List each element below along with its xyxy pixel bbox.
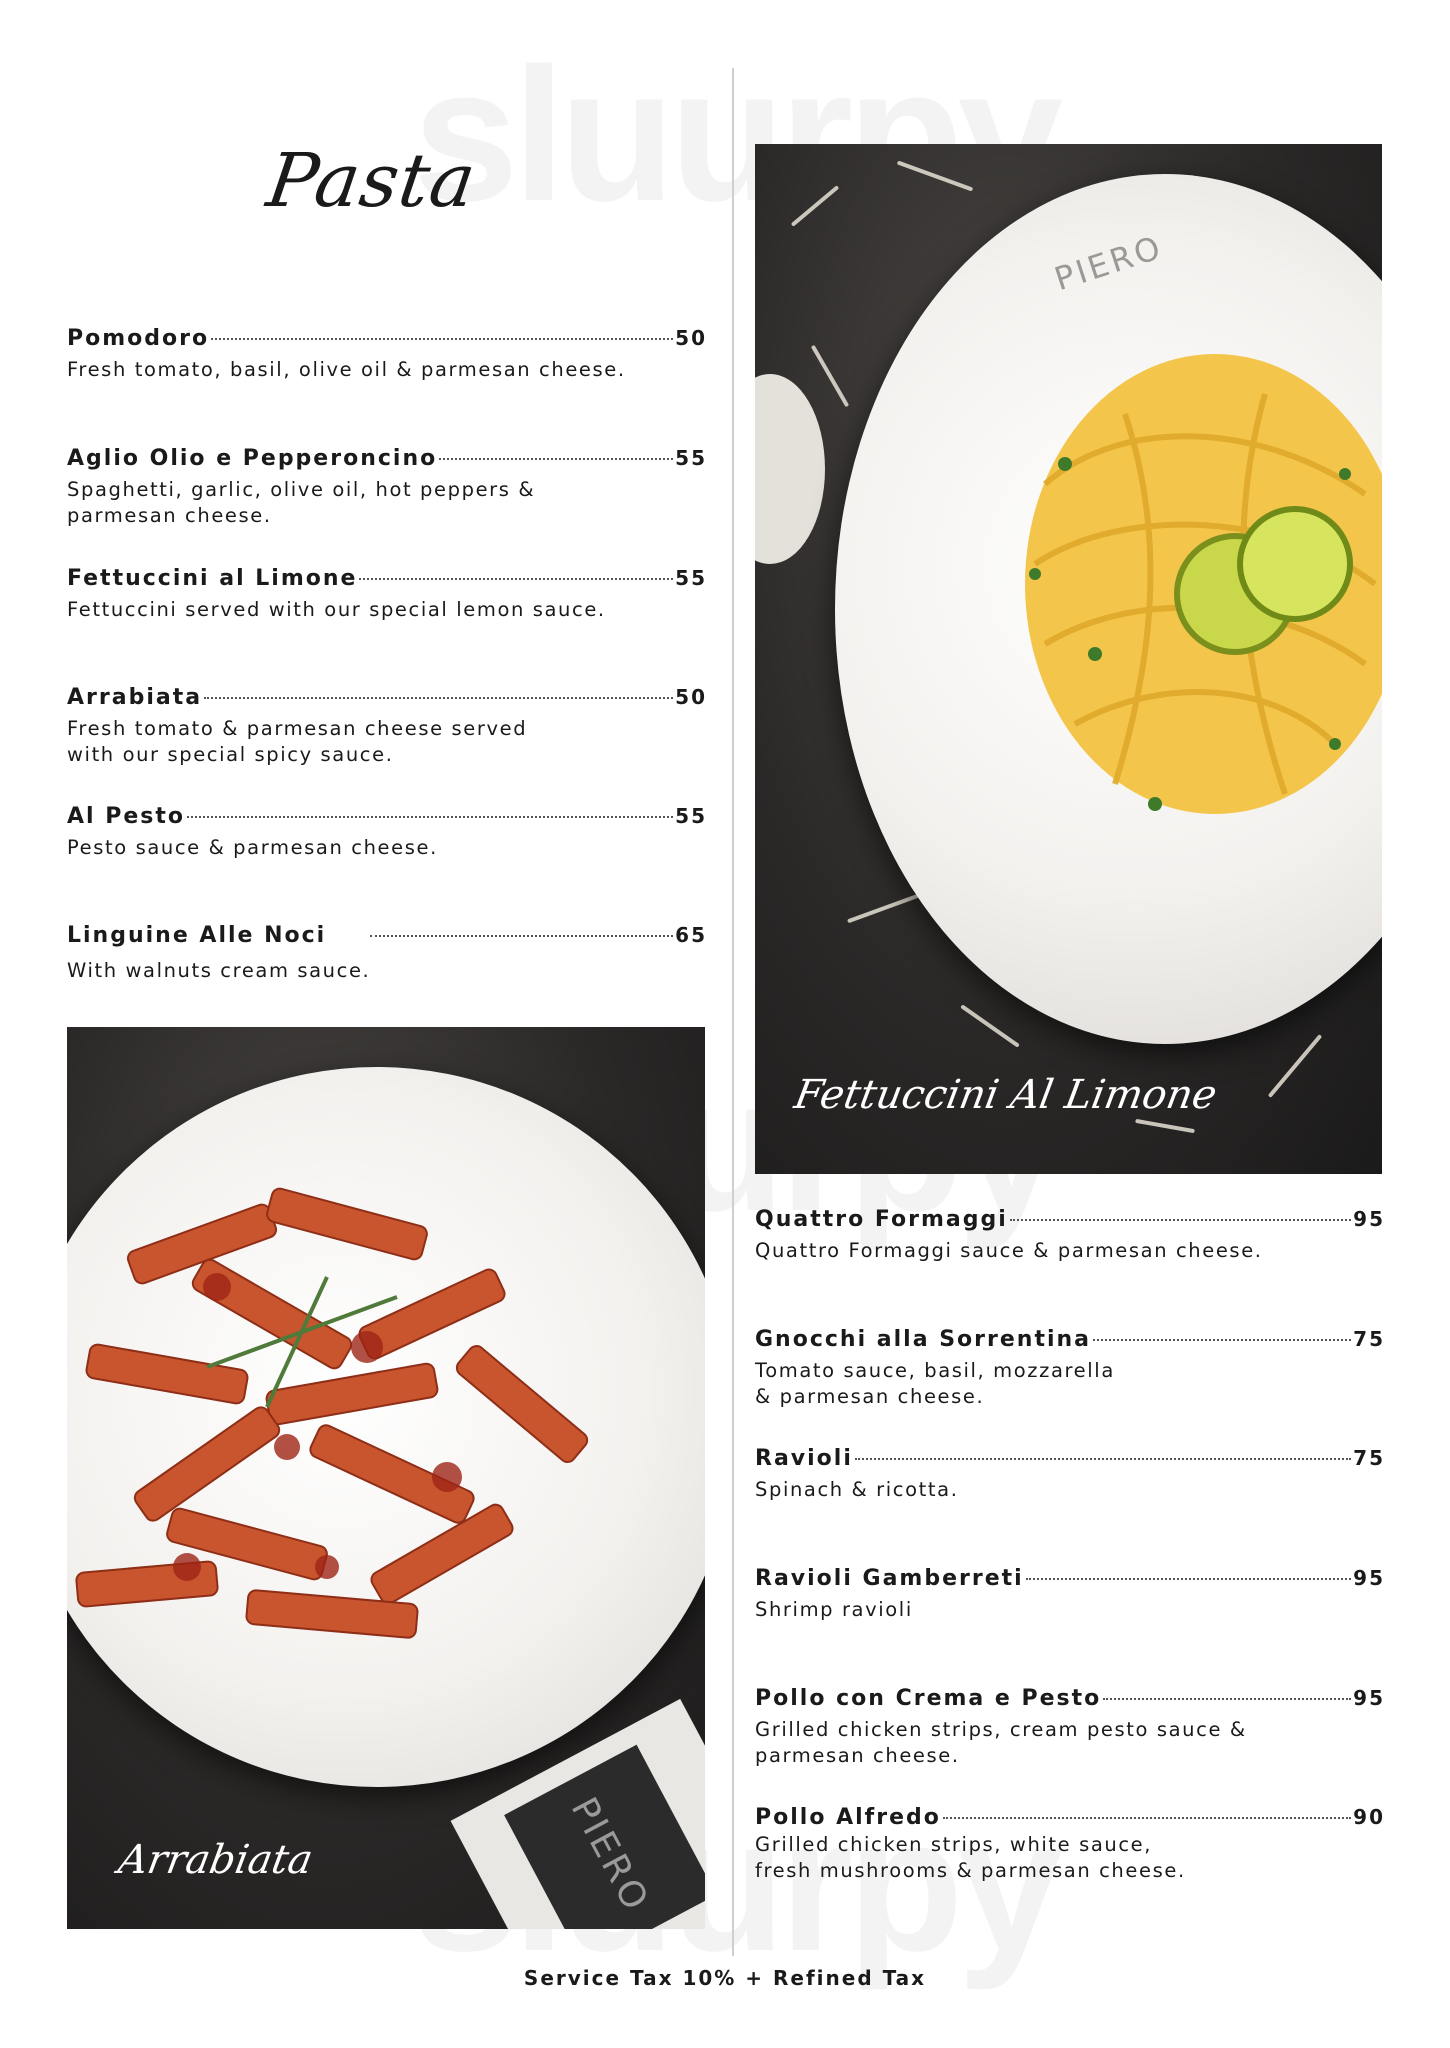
item-price: 50	[675, 326, 707, 350]
plate-brand: PIERO	[1049, 227, 1168, 299]
leader-dots	[1026, 1578, 1351, 1580]
item-name: Ravioli Gamberreti	[755, 1566, 1024, 1591]
item-name: Quattro Formaggi	[755, 1207, 1008, 1232]
item-description: With walnuts cream sauce.	[67, 959, 371, 982]
leader-dots	[855, 1458, 1351, 1460]
menu-item-ravioli	[755, 1446, 1385, 1503]
item-description: Grilled chicken strips, cream pesto sauce & parmesan cheese.	[755, 1718, 1247, 1767]
item-price: 90	[1353, 1805, 1385, 1829]
service-tax-note: Service Tax 10% + Refined Tax	[523, 1966, 927, 1990]
leader-dots	[370, 935, 673, 937]
item-price: 75	[1353, 1327, 1385, 1351]
menu-item-pollo-crema-pesto	[755, 1686, 1385, 1769]
item-price: 95	[1353, 1566, 1385, 1590]
menu-item-aglio-olio	[67, 446, 707, 529]
item-description: Fettuccini served with our special lemon sauce.	[67, 598, 606, 621]
leader-dots	[211, 338, 673, 340]
item-name: Ravioli	[755, 1446, 853, 1471]
menu-item-al-pesto	[67, 804, 707, 861]
item-name: Aglio Olio e Pepperoncino	[67, 446, 438, 471]
item-price: 65	[675, 923, 707, 947]
item-price: 95	[1353, 1686, 1385, 1710]
page-title: Pasta	[261, 138, 482, 224]
fettuccine-pasta-illustration	[1005, 334, 1382, 854]
item-description: Tomato sauce, basil, mozzarella & parmesan cheese.	[755, 1359, 1115, 1408]
menu-item-quattro-formaggi	[755, 1207, 1385, 1264]
side-bowl	[755, 374, 825, 564]
menu-item-pomodoro	[67, 326, 707, 383]
menu-item-fettuccini-limone	[67, 566, 707, 623]
item-name: Al Pesto	[67, 804, 185, 829]
item-price: 95	[1353, 1207, 1385, 1231]
penne-pasta-illustration	[67, 1147, 667, 1707]
item-name: Linguine Alle Noci	[67, 923, 327, 948]
menu-item-linguine	[67, 923, 707, 984]
arrabiata-photo	[67, 1027, 705, 1929]
leader-dots	[187, 816, 673, 818]
item-name: Fettuccini al Limone	[67, 566, 358, 591]
menu-item-gnocchi	[755, 1327, 1385, 1410]
item-price: 55	[675, 566, 707, 590]
item-description: Fresh tomato & parmesan cheese served with our special spicy sauce.	[67, 717, 528, 766]
leader-dots	[359, 578, 673, 580]
item-price: 50	[675, 685, 707, 709]
leader-dots	[439, 458, 673, 460]
leader-dots	[204, 697, 673, 699]
leader-dots	[1093, 1339, 1351, 1341]
napkin-brand: PIERO	[504, 1745, 705, 1929]
item-name: Pomodoro	[67, 326, 210, 351]
menu-item-pollo-alfredo	[755, 1805, 1385, 1884]
menu-item-arrabiata	[67, 685, 707, 768]
item-description: Fresh tomato, basil, olive oil & parmesan cheese.	[67, 358, 626, 381]
leader-dots	[1103, 1698, 1351, 1700]
item-description: Quattro Formaggi sauce & parmesan cheese.	[755, 1239, 1263, 1262]
item-price: 55	[675, 804, 707, 828]
photo-caption-fettuccini: Fettuccini Al Limone	[790, 1072, 1221, 1118]
item-price: 75	[1353, 1446, 1385, 1470]
photo-caption-arrabiata: Arrabiata	[114, 1837, 317, 1883]
column-divider	[732, 68, 734, 1956]
item-name: Pollo con Crema e Pesto	[755, 1686, 1102, 1711]
item-description: Pesto sauce & parmesan cheese.	[67, 836, 438, 859]
item-name: Gnocchi alla Sorrentina	[755, 1327, 1092, 1352]
leader-dots	[1010, 1219, 1351, 1221]
item-description: Shrimp ravioli	[755, 1598, 913, 1621]
fettuccini-photo	[755, 144, 1382, 1174]
item-description: Spaghetti, garlic, olive oil, hot peppers & parmesan cheese.	[67, 478, 536, 527]
menu-item-ravioli-gamberreti	[755, 1566, 1385, 1623]
leader-dots	[943, 1817, 1351, 1819]
item-description: Spinach & ricotta.	[755, 1478, 959, 1501]
item-price: 55	[675, 446, 707, 470]
item-name: Arrabiata	[67, 685, 203, 710]
item-name: Pollo Alfredo	[755, 1805, 941, 1830]
item-description: Grilled chicken strips, white sauce, fresh mushrooms & parmesan cheese.	[755, 1833, 1186, 1882]
